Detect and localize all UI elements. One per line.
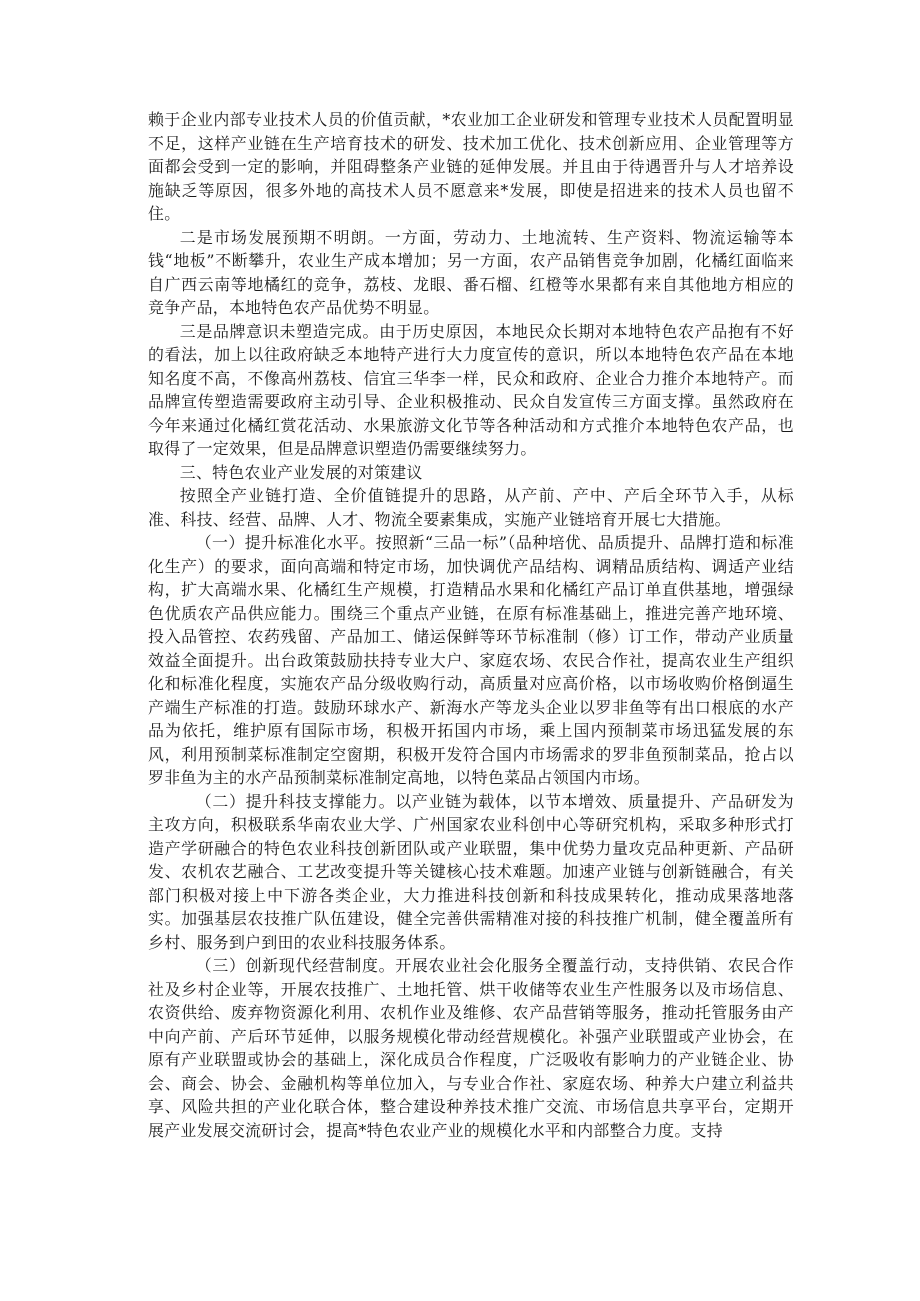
paragraph-management-system: （三）创新现代经营制度。开展农业社会化服务全覆盖行动，支持供销、农民合作社及乡村企业等，开展农技推广、土地托管、烘干收储等农业生产性服务以及市场信息、农资供给、废弃物资源化利用、农机作业及维修、农产品营销等服务，推动托管服务由产中向产前、产后环节延伸，以服务规模化带动经营规模化。补强产业联盟或产业协会，在原有产业联盟或协会的基础上，深化成员合作程度，广泛吸收有影响力的产业链企业、协会、商会、协会、金融机构等单位加入，与专业合作社、家庭农场、种养大户建立利益共享、风险共担的产业化联合体，整合建设种养技术推广交流、市场信息共享平台，定期开展产业发展交流研讨会，提高*特色农业产业的规模化水平和内部整合力度。支持 [148, 956, 794, 1140]
paragraph-talent-shortage: 赖于企业内部专业技术人员的价值贡献，*农业加工企业研发和管理专业技术人员配置明显不足，这样产业链在生产培育技术的研发、技术加工优化、技术创新应用、企业管理等方面都会受到一定的影响，并阻碍整条产业链的延伸发展。并且由于待遇晋升与人才培养设施缺乏等原因，很多外地的高技术人员不愿意来*发展，即使是招进来的技术人员也留不住。 [148, 110, 794, 223]
document-body [148, 108, 794, 1142]
section-heading-countermeasures: 三、特色农业产业发展的对策建议 [179, 462, 423, 482]
paragraph-market-outlook: 二是市场发展预期不明朗。一方面，劳动力、土地流转、生产资料、物流运输等本钱“地板”不断攀升，农业生产成本增加；另一方面，农产品销售竞争加剧，化橘红面临来自广西云南等地橘红的竞争，荔枝、龙眼、番石榴、红橙等水果都有来自其他地方相应的竞争产品，本地特色农产品优势不明显。 [148, 227, 794, 317]
paragraph-brand-awareness: 三是品牌意识未塑造完成。由于历史原因，本地民众长期对本地特色农产品抱有不好的看法，加上以往政府缺乏本地特产进行大力度宣传的意识，所以本地特色农产品在本地知名度不高，不像高州荔枝、信宜三华李一样，民众和政府、企业合力推介本地特产。而品牌宣传塑造需要政府主动引导、企业积极推动、民众自发宣传三方面支撑。虽然政府在今年来通过化橘红赏花活动、水果旅游文化节等各种活动和方式推介本地特色农产品，也取得了一定效果，但是品牌意识塑造仍需要继续努力。 [148, 321, 794, 458]
paragraph-overall-approach: 按照全产业链打造、全价值链提升的思路，从产前、产中、产后全环节入手，从标准、科技、经营、品牌、人才、物流全要素集成，实施产业链培育开展七大措施。 [148, 486, 794, 529]
paragraph-standardization: （一）提升标准化水平。按照新“三品一标”（品种培优、品质提升、品牌打造和标准化生产）的要求，面向高端和特定市场，加快调优产品结构、调精品质结构、调适产业结构，扩大高端水果、化橘红生产规模，打造精品水果和化橘红产品订单直供基地，增强绿色优质农产品供应能力。围绕三个重点产业链，在原有标准基础上，推进完善产地环境、投入品管控、农药残留、产品加工、储运保鲜等环节标准制（修）订工作，带动产业质量效益全面提升。出台政策鼓励扶持专业大户、家庭农场、农民合作社，提高农业生产组织化和标准化程度，实施农产品分级收购行动，高质量对应高价格，以市场收购价格倒逼生产端生产标准的打造。鼓励环球水产、新海水产等龙头企业以罗非鱼等有出口根底的水产品为依托，维护原有国际市场，积极开拓国内市场，乘上国内预制菜市场迅猛发展的东风，利用预制菜标准制定空窗期，积极开发符合国内市场需求的罗非鱼预制菜品，抢占以罗非鱼为主的水产品预制菜标准制定高地，以特色菜品占领国内市场。 [148, 533, 794, 787]
paragraph-technology-support: （二）提升科技支撑能力。以产业链为载体，以节本增效、质量提升、产品研发为主攻方向，积极联系华南农业大学、广州国家农业科创中心等研究机构，采取多种形式打造产学研融合的特色农业科技创新团队或产业联盟，集中优势力量攻克品种更新、产品研发、农机农艺融合、工艺改变提升等关键核心技术难题。加速产业链与创新链融合，有关部门积极对接上中下游各类企业，大力推进科技创新和科技成果转化，推动成果落地落实。加强基层农技推广队伍建设，健全完善供需精准对接的科技推广机制，健全覆盖所有乡村、服务到户到田的农业科技服务体系。 [148, 791, 794, 952]
